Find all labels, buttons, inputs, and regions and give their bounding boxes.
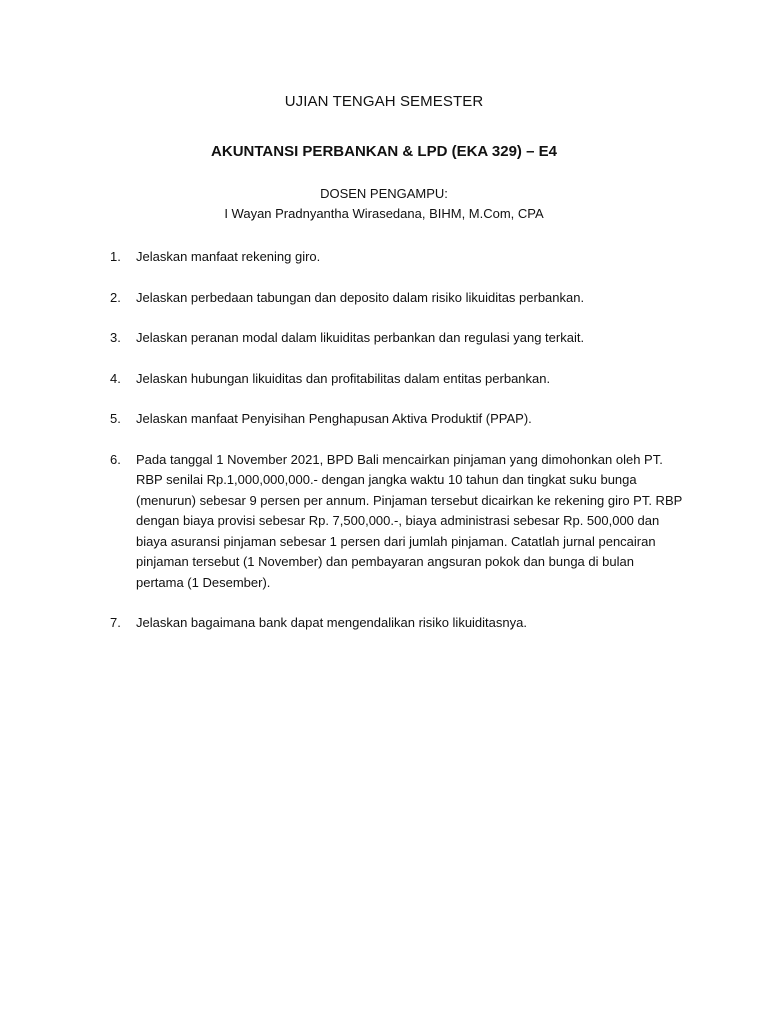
course-title: AKUNTANSI PERBANKAN & LPD (EKA 329) – E4 [211,143,557,160]
exam-title: UJIAN TENGAH SEMESTER [284,93,484,110]
question-number: 5. [110,411,121,426]
question-item [110,369,685,390]
question-item [110,613,685,634]
question-text: Jelaskan hubungan likuiditas dan profitabilitas dalam entitas perbankan. [136,370,551,386]
question-item [110,288,685,309]
question-item [110,247,685,268]
question-text: Jelaskan manfaat Penyisihan Penghapusan Aktiva Produktif (PPAP). [136,411,532,426]
question-item [110,450,685,594]
question-text: Jelaskan bagaimana bank dapat mengendalikan risiko likuiditasnya. [136,615,527,630]
question-text: Jelaskan perbedaan tabungan dan deposito dalam risiko likuiditas perbankan. [136,289,585,305]
lecturer-label: DOSEN PENGAMPU: [320,186,448,201]
question-number: 7. [110,615,121,630]
lecturer-name: I Wayan Pradnyantha Wirasedana, BIHM, M.Com, CPA [224,206,544,221]
question-number: 6. [110,451,121,467]
question-number: 2. [110,289,121,305]
question-item [110,328,685,349]
question-text: Pada tanggal 1 November 2021, BPD Bali mencairkan pinjaman yang dimohonkan oleh PT. RBP senilai Rp.1,000,000,000.- dengan jangka waktu 10 tahun dan tingkat suku bunga (menurun) sebesar 9 persen per annum. Pinjaman tersebut dicairkan ke rekening giro PT. RBP dengan biaya provisi sebesar Rp. 7,500,000.-, biaya administrasi sebesar Rp. 500,000 dan biaya asuransi pinjaman sebesar 1 persen dari jumlah pinjaman. Catatlah jurnal pencairan pinjaman tersebut (1 November) dan pembayaran angsuran pokok dan bunga di bulan pertama (1 Desember). [136,451,683,590]
question-number: 3. [110,330,121,345]
question-number: 1. [110,249,121,264]
question-number: 4. [110,370,121,386]
question-item [110,409,685,430]
question-list [110,247,685,654]
question-text: Jelaskan manfaat rekening giro. [136,249,321,264]
question-text: Jelaskan peranan modal dalam likuiditas perbankan dan regulasi yang terkait. [136,330,585,345]
